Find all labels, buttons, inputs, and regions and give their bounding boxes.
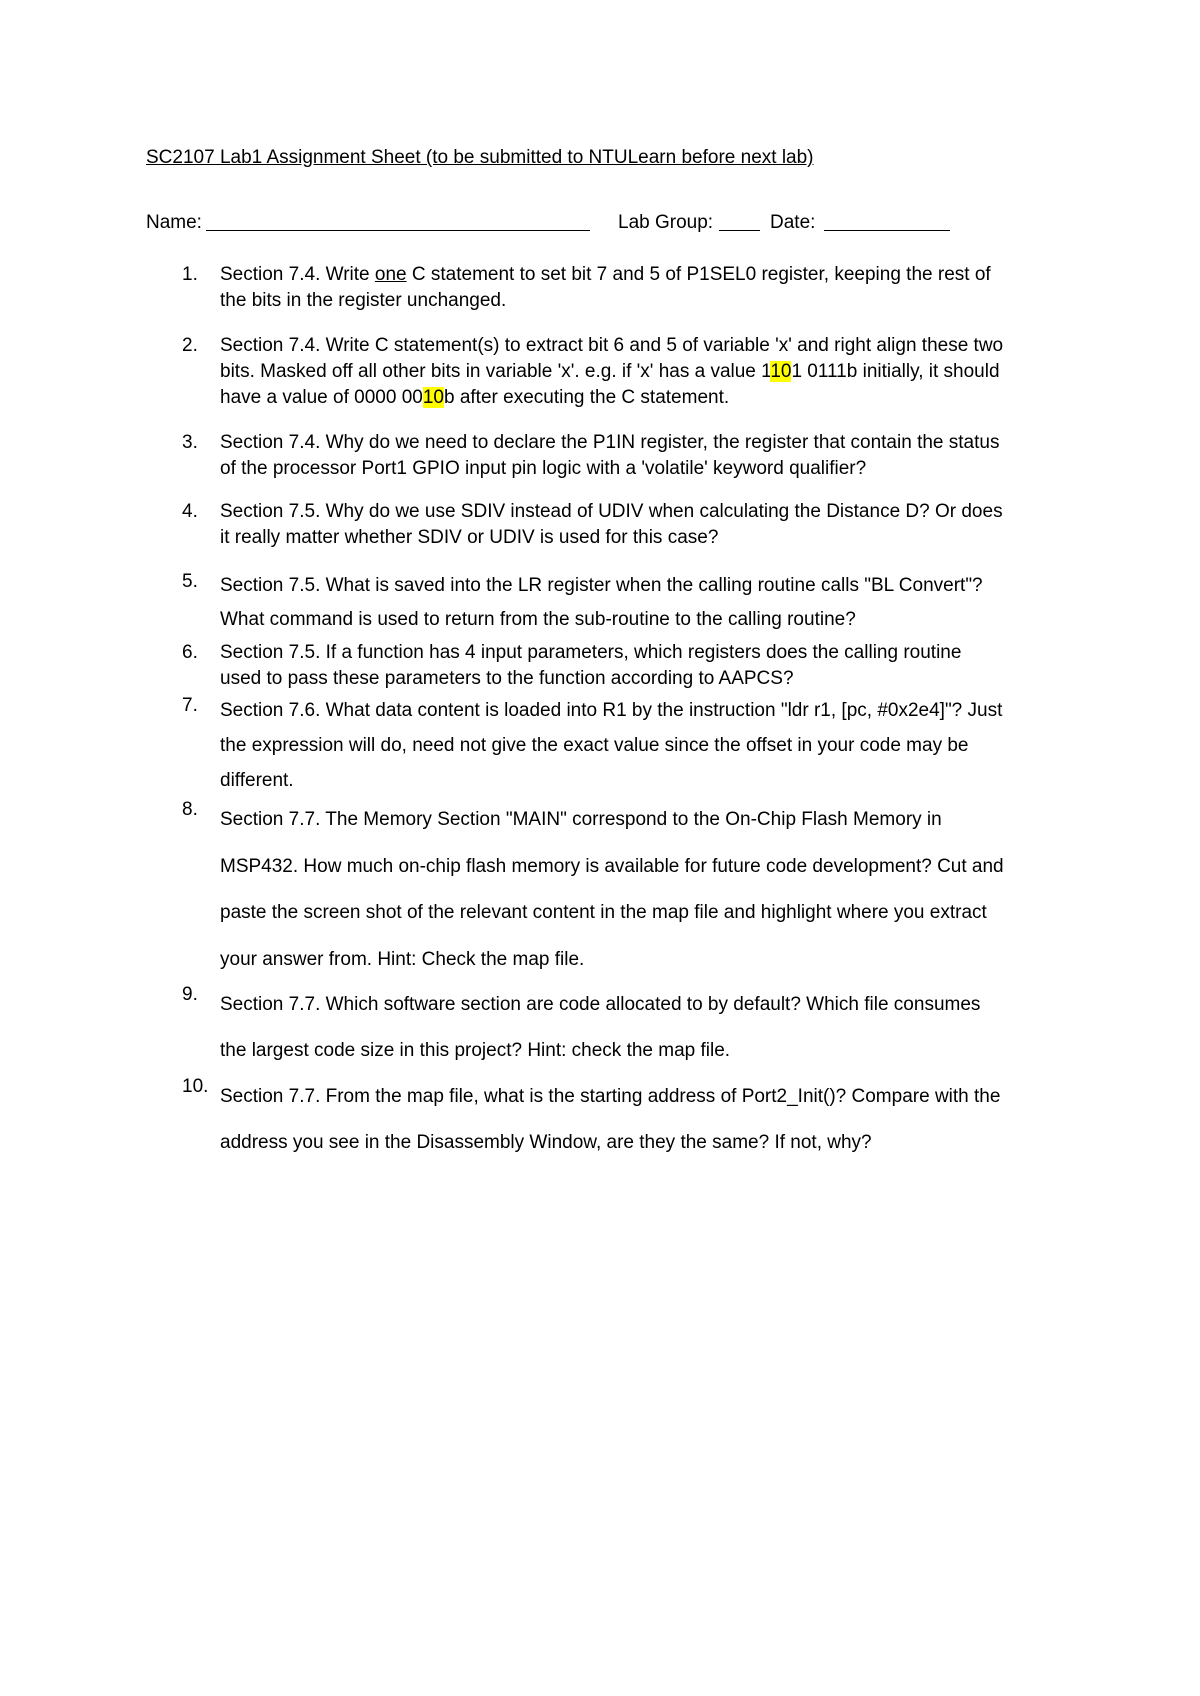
lab-group-blank-line — [719, 230, 760, 231]
question-text — [220, 499, 1060, 551]
name-label: Name: — [146, 212, 202, 233]
highlighted-bits: 10 — [770, 361, 792, 382]
question-number: 10. — [182, 1076, 209, 1097]
question-line: the bits in the register unchanged. — [220, 290, 507, 311]
question-text — [220, 797, 1060, 983]
question-number: 2. — [182, 335, 198, 356]
question-number: 3. — [182, 432, 198, 453]
date-label: Date: — [770, 212, 816, 233]
question-text — [220, 569, 1060, 637]
question-line: address you see in the Disassembly Window, are they the same? If not, why? — [220, 1132, 872, 1153]
question-line: Section 7.7. From the map file, what is the starting address of Port2_Init()? Compare with the — [220, 1086, 1001, 1107]
question-number: 6. — [182, 642, 198, 663]
text-run: 1 0111b initially, it should — [791, 361, 1000, 382]
question-line: the expression will do, need not give the exact value since the offset in your code may be — [220, 735, 969, 756]
question-text — [220, 1074, 1060, 1166]
question-line: paste the screen shot of the relevant content in the map file and highlight where you extract — [220, 902, 987, 923]
question-line: Section 7.5. Why do we use SDIV instead of UDIV when calculating the Distance D? Or does — [220, 501, 1003, 522]
question-number: 7. — [182, 695, 198, 716]
date-blank-line — [824, 230, 950, 231]
question-line: it really matter whether SDIV or UDIV is used for this case? — [220, 527, 719, 548]
question-number: 5. — [182, 571, 198, 592]
question-line — [220, 359, 1060, 385]
question-line: different. — [220, 770, 294, 791]
question-text — [220, 982, 1060, 1074]
question-line: MSP432. How much on-chip flash memory is available for future code development? Cut and — [220, 855, 1004, 877]
student-info-row — [146, 210, 1046, 238]
question-line: used to pass these parameters to the function according to AAPCS? — [220, 668, 794, 689]
text-run: bits. Masked off all other bits in variable 'x'. e.g. if 'x' has a value 1 — [220, 361, 771, 382]
underlined-word: one — [374, 264, 407, 285]
question-line: Section 7.7. Which software section are code allocated to by default? Which file consumes — [220, 994, 981, 1015]
question-number: 4. — [182, 501, 198, 522]
question-line: of the processor Port1 GPIO input pin logic with a 'volatile' keyword qualifier? — [220, 458, 867, 479]
text-run: have a value of 0000 00 — [220, 387, 423, 408]
question-line: Section 7.5. If a function has 4 input parameters, which registers does the calling routine — [220, 642, 962, 663]
question-line: What command is used to return from the sub-routine to the calling routine? — [220, 609, 856, 630]
question-number: 8. — [182, 799, 198, 820]
text-run: b after executing the C statement. — [443, 387, 730, 408]
question-line — [220, 385, 1060, 411]
question-text — [220, 693, 1060, 798]
question-line: Section 7.7. The Memory Section "MAIN" correspond to the On-Chip Flash Memory in — [220, 809, 942, 830]
question-line — [220, 262, 1060, 288]
question-line: Section 7.6. What data content is loaded into R1 by the instruction "ldr r1, [pc, #0x2e4]"? Just — [220, 700, 1003, 721]
name-blank-line — [206, 230, 590, 231]
question-line: your answer from. Hint: Check the map file. — [220, 948, 585, 970]
question-line: Section 7.4. Write C statement(s) to extract bit 6 and 5 of variable 'x' and right align these two — [220, 335, 1004, 356]
text-run: Section 7.4. Write — [220, 264, 375, 285]
lab-group-label: Lab Group: — [618, 212, 714, 233]
question-text — [220, 430, 1060, 482]
question-text — [220, 262, 1060, 314]
highlighted-bits: 10 — [422, 387, 444, 408]
question-text — [220, 333, 1060, 411]
text-run: C statement to set bit 7 and 5 of P1SEL0 register, keeping the rest of — [406, 264, 991, 285]
question-number: 1. — [182, 264, 198, 285]
question-text — [220, 640, 1060, 692]
question-line: Section 7.4. Why do we need to declare the P1IN register, the register that contain the status — [220, 432, 1000, 453]
question-number: 9. — [182, 984, 198, 1005]
question-line: Section 7.5. What is saved into the LR register when the calling routine calls "BL Convert"? — [220, 575, 983, 596]
question-line: the largest code size in this project? Hint: check the map file. — [220, 1040, 731, 1061]
document-title: SC2107 Lab1 Assignment Sheet (to be submitted to NTULearn before next lab) — [146, 147, 814, 168]
